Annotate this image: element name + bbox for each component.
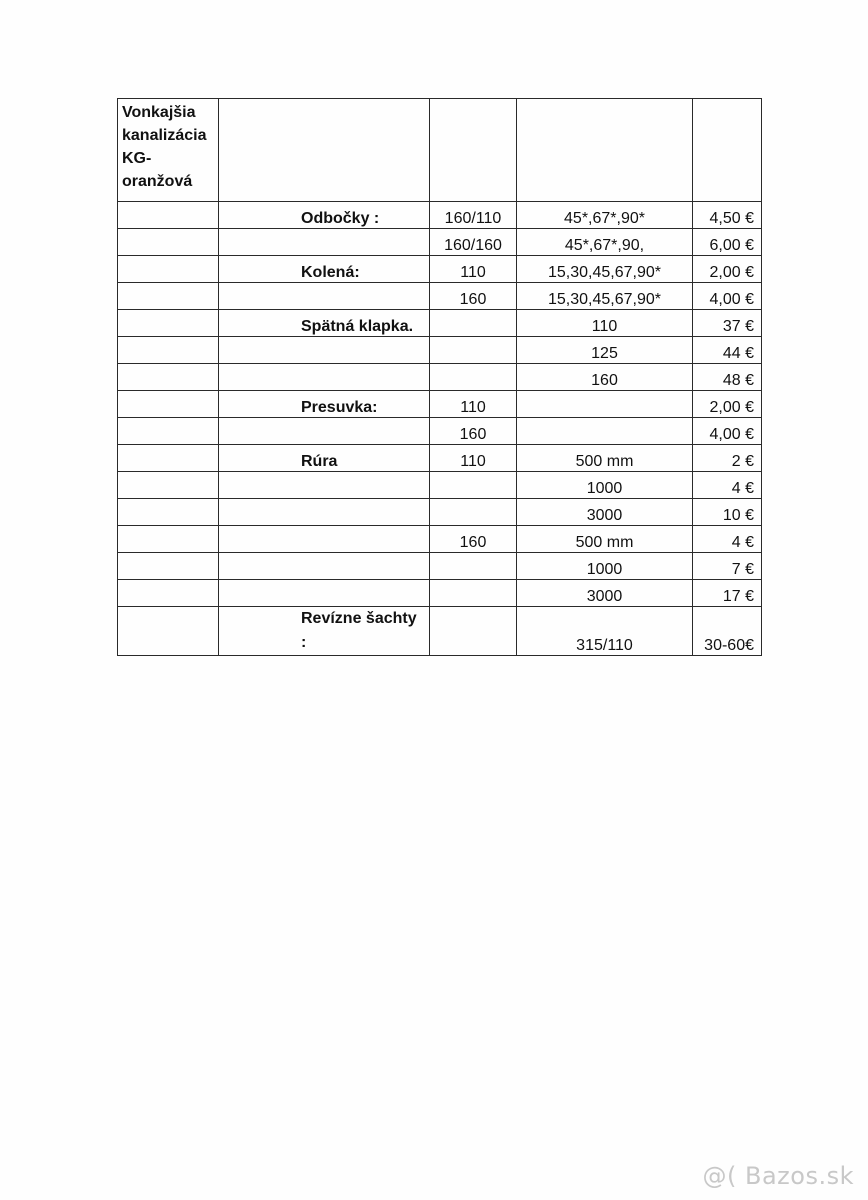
table-cell [693,99,762,202]
angle-cell: 3000 [517,499,693,526]
size-cell: 160 [430,418,517,445]
price-cell: 7 € [693,553,762,580]
group-label: Spätná klapka. [219,310,430,337]
price-cell: 30-60€ [693,607,762,656]
table-cell [118,526,219,553]
size-cell: 110 [430,445,517,472]
table-header-row [118,99,762,202]
price-cell: 2,00 € [693,256,762,283]
angle-cell: 15,30,45,67,90* [517,283,693,310]
table-cell [118,499,219,526]
angle-cell: 45*,67*,90* [517,202,693,229]
group-label: Kolená: [219,256,430,283]
price-cell: 37 € [693,310,762,337]
size-cell: 110 [430,391,517,418]
angle-cell: 160 [517,364,693,391]
angle-cell: 45*,67*,90, [517,229,693,256]
size-cell [430,364,517,391]
size-cell [430,472,517,499]
table-cell [118,418,219,445]
table-cell [118,445,219,472]
table-row [118,472,762,499]
table-cell [118,553,219,580]
size-cell [430,580,517,607]
watermark: @( Bazos.sk [702,1162,854,1190]
table-cell [219,99,430,202]
angle-cell: 15,30,45,67,90* [517,256,693,283]
group-label [219,364,430,391]
table-row [118,607,762,656]
group-label [219,499,430,526]
group-label [219,472,430,499]
group-label [219,418,430,445]
angle-cell: 500 mm [517,526,693,553]
table-row [118,499,762,526]
price-cell: 4,00 € [693,283,762,310]
table-cell [118,202,219,229]
group-label [219,580,430,607]
table-row [118,580,762,607]
angle-cell: 125 [517,337,693,364]
price-cell: 2,00 € [693,391,762,418]
table-row [118,418,762,445]
group-label [219,553,430,580]
angle-cell: 315/110 [517,607,693,656]
group-label [219,526,430,553]
price-cell: 44 € [693,337,762,364]
price-table [117,98,762,656]
price-cell: 4 € [693,472,762,499]
table-row [118,229,762,256]
table-row [118,256,762,283]
table-cell [430,99,517,202]
table-row [118,337,762,364]
group-label [219,283,430,310]
table-cell [517,99,693,202]
price-cell: 4,50 € [693,202,762,229]
table-row [118,391,762,418]
table-row [118,364,762,391]
angle-cell: 1000 [517,553,693,580]
table-row [118,202,762,229]
size-cell [430,607,517,656]
table-cell [118,229,219,256]
angle-cell [517,391,693,418]
table-cell [118,580,219,607]
table-heading: Vonkajšia kanalizácia KG- oranžová [118,99,219,202]
table-cell [118,364,219,391]
table-cell [118,391,219,418]
price-cell: 4,00 € [693,418,762,445]
size-cell [430,310,517,337]
angle-cell: 500 mm [517,445,693,472]
size-cell [430,337,517,364]
price-cell: 17 € [693,580,762,607]
size-cell [430,499,517,526]
angle-cell: 3000 [517,580,693,607]
table-row [118,283,762,310]
group-label: Odbočky : [219,202,430,229]
table-row [118,553,762,580]
table-row [118,445,762,472]
size-cell: 160/110 [430,202,517,229]
table-cell [118,256,219,283]
group-label: Presuvka: [219,391,430,418]
price-cell: 4 € [693,526,762,553]
price-cell: 10 € [693,499,762,526]
table-cell [118,310,219,337]
table-cell [118,472,219,499]
angle-cell: 1000 [517,472,693,499]
size-cell [430,553,517,580]
angle-cell: 110 [517,310,693,337]
group-label: Revízne šachty : [219,607,430,656]
angle-cell [517,418,693,445]
size-cell: 160 [430,526,517,553]
group-label [219,229,430,256]
size-cell: 160/160 [430,229,517,256]
size-cell: 110 [430,256,517,283]
table-cell [118,337,219,364]
size-cell: 160 [430,283,517,310]
price-cell: 6,00 € [693,229,762,256]
group-label: Rúra [219,445,430,472]
table-row [118,310,762,337]
table-cell [118,283,219,310]
price-cell: 2 € [693,445,762,472]
price-cell: 48 € [693,364,762,391]
table-row [118,526,762,553]
group-label [219,337,430,364]
table-cell [118,607,219,656]
